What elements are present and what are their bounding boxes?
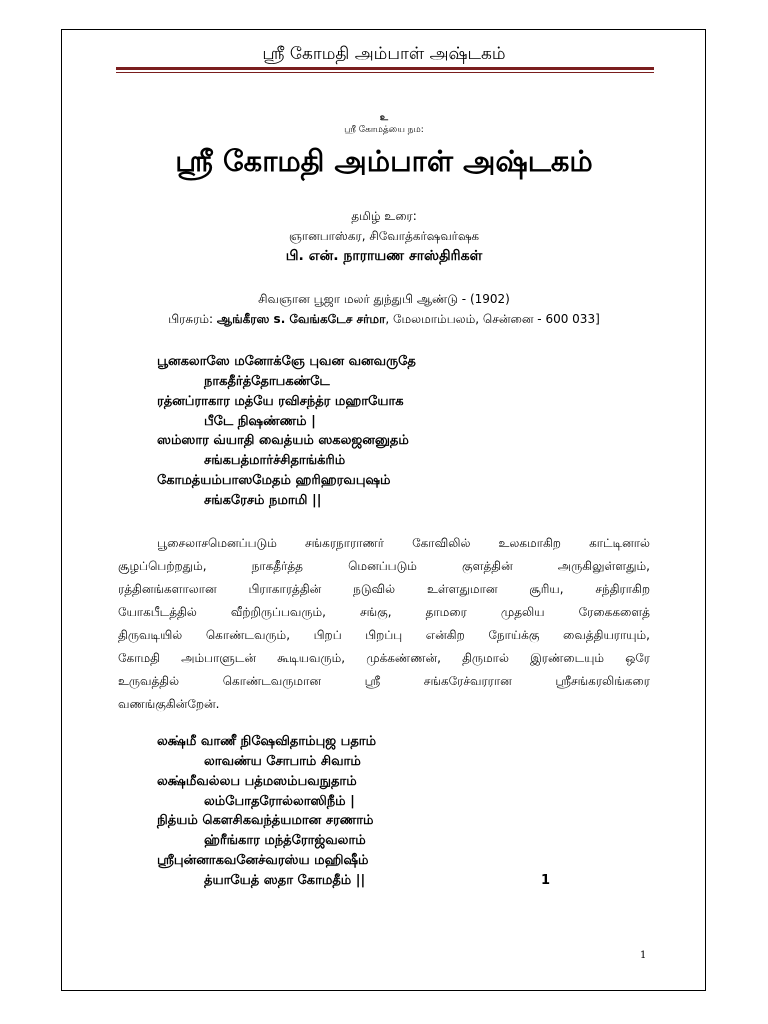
paragraph-line: ரத்தினங்களாலான பிராகாரத்தின் நடுவில் உள்ளதுமான சூரிய, சந்திராகிற [118,582,650,596]
publication-line [0,312,768,328]
paragraph-line: யோகபீடத்தில் வீற்றிருப்பவரும், சங்கு, தாமரை முதலிய ரேகைகளைத் [118,605,650,619]
page-number: 1 [640,950,647,961]
verse1-line: நாகதீர்த்தோபகண்டே [204,374,330,389]
verse2-line: லாவண்ய சோபாம் சிவாம் [204,754,361,769]
paragraph-line: வணங்குகின்றேன். [118,697,220,711]
verse1-line: பூனகலாஸே மனோக்ஞே புவன வனவருதே [157,354,416,369]
header-rule [116,67,654,70]
paragraph-line: திருவடியில் கொண்டவரும், பிறப் பிறப்பு என்கிற நோய்க்கு வைத்தியராயும், [118,628,650,642]
publisher-name: ஆங்கீரஸ s. வேங்கடேச சர்மா [216,312,386,326]
verse2-line: ஹ்ரீங்கார மந்த்ரோஜ்வலாம் [204,833,366,848]
verse-number: 1 [541,873,551,888]
verse1-line: ரத்னப்ராகார மத்யே ரவிசந்த்ர மஹாயோக [157,394,404,409]
verse1-line: சங்கரேசம் நமாமி || [204,493,322,508]
verse1-line: சங்கபத்மார்ச்சிதாங்க்ரிம் [204,453,346,468]
commentary-roles: ஞானபாஸ்கர, சிவோத்கர்ஷவர்ஷக [288,229,480,243]
verse2-line: லக்ஷ்மீ வாணீ நிஷேவிதாம்புஜ பதாம் [157,734,377,749]
paragraph-line: பூசைலாசமெனப்படும் சங்கரநாராணர் கோவிலில் உலகமாகிற காட்டினால் [157,536,650,550]
verse1-line: கோமத்யம்பாஸமேதம் ஹரிஹரவபுஷம் [157,473,391,488]
publisher-place: , மேலமாம்பலம், சென்னை - 600 033] [385,312,600,326]
page-title: ஸ்ரீ கோமதி அம்பாள் அஷ்டகம் [175,144,593,178]
verse2-line: லம்போதரோல்லாஸிநீம் | [204,794,355,809]
commentary-label: தமிழ் உரை: [351,209,417,223]
paragraph-line: உருவத்தில் கொண்டவருமான ஸ்ரீ சங்கரேச்வரரான ஸ்ரீசங்கரலிங்கரை [118,674,650,688]
running-header: ஸ்ரீ கோமதி அம்பாள் அஷ்டகம் [262,44,506,64]
invocation-salutation: ஸ்ரீ கோமத்யை நம: [344,125,424,135]
paragraph-line: கோமதி அம்பாளுடன் கூடியவரும், முக்கண்ணன், திருமால் இரண்டையும் ஒரே [118,651,650,665]
publication-source: சிவஞான பூஜா மலர் துந்துபி ஆண்டு - (1902) [258,292,510,306]
paragraph-line: சூழப்பெற்றதும், நாகதீர்த்த மெனப்படும் குளத்தின் அருகிலுள்ளதும், [118,559,650,573]
verse1-line: ஸம்ஸார வ்யாதி வைத்யம் ஸகலஜனனுதம் [157,433,409,448]
publisher-label: பிரசுரம்: [168,312,214,326]
invocation-mark: உ [379,113,389,123]
verse2-line: நித்யம் கௌசிகவந்த்யமான சரணாம் [157,813,374,828]
verse2-line: ஸ்ரீபுன்னாகவனேச்வரஸ்ய மஹிஷீம் [157,853,369,868]
verse2-line: த்யாயேத் ஸதா கோமதீம் || [204,873,366,888]
verse2-line: லக்ஷ்மீவல்லப பத்மஸம்பவநுதாம் [157,774,357,789]
commentary-author: பி. என். நாராயண சாஸ்திரிகள் [285,248,483,264]
header-rule-thin [116,72,654,73]
verse1-line: பீடே நிஷண்ணம் | [204,414,316,429]
